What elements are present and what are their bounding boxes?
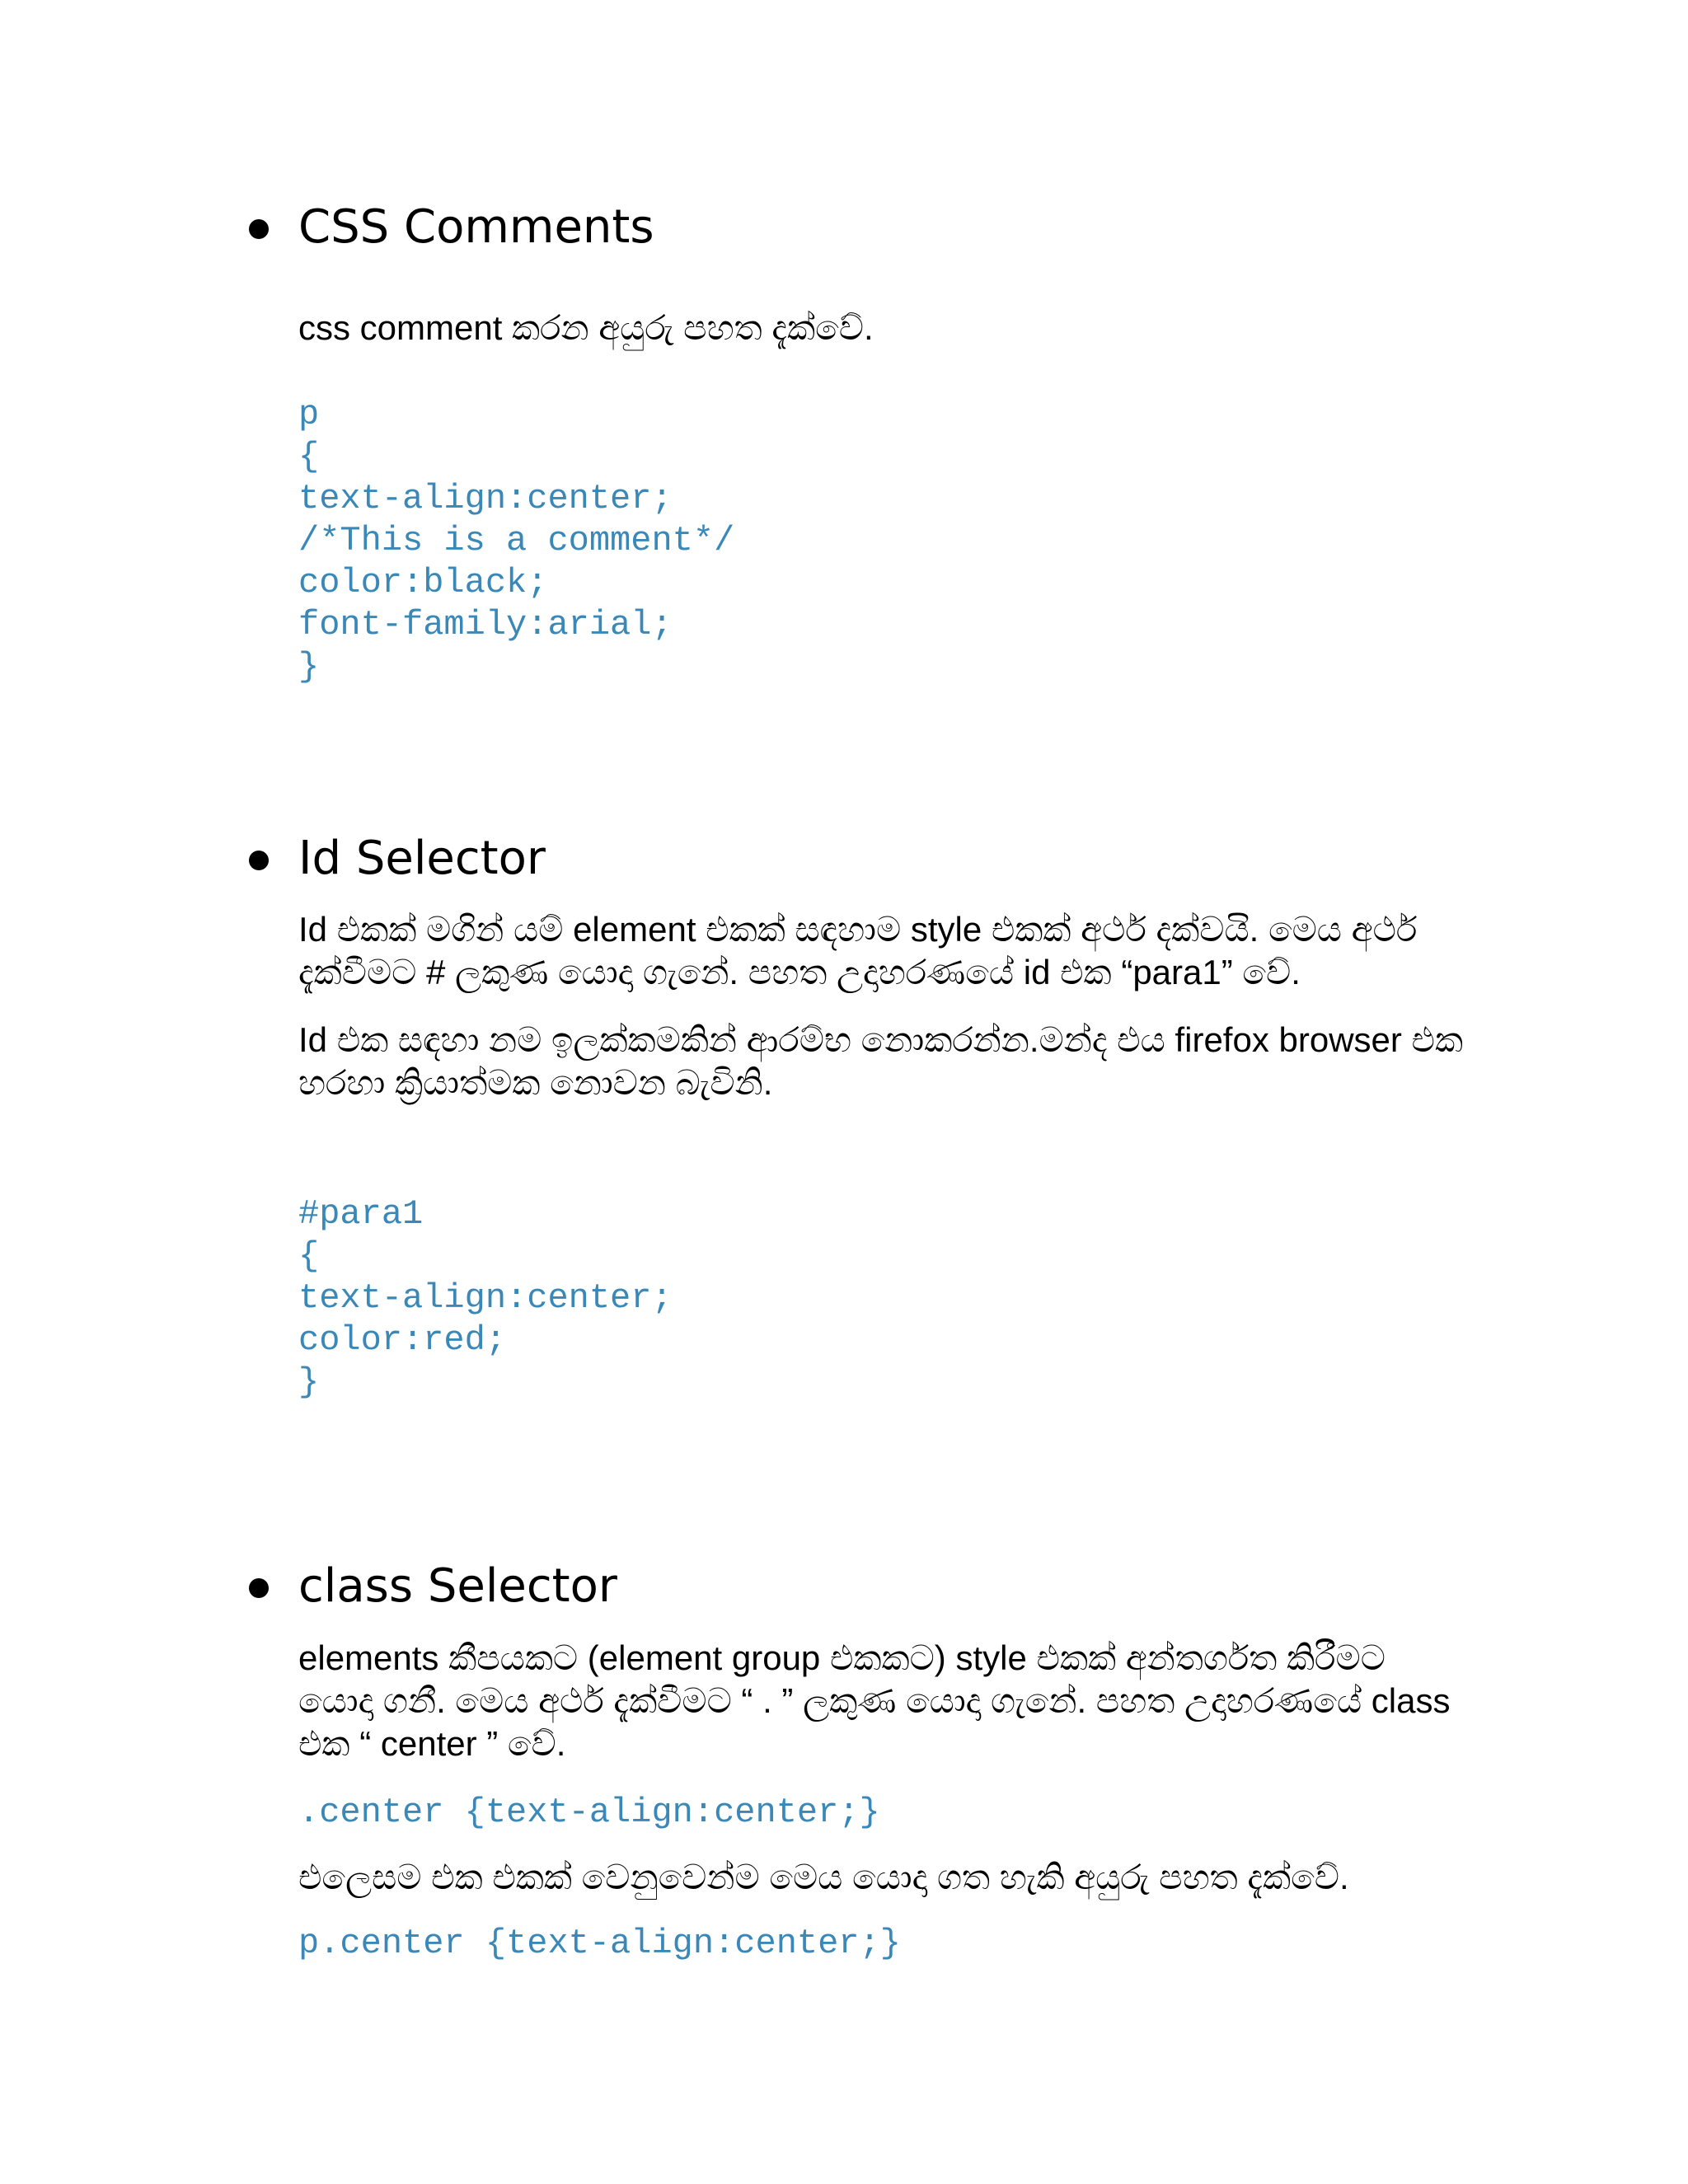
code-line: font-family:arial;	[298, 605, 673, 644]
section-heading-id-selector: Id Selector	[298, 832, 546, 885]
section-paragraph: css comment කරන අයුරු පහත දැක්වේ.	[298, 308, 874, 347]
code-line: {	[298, 1236, 320, 1276]
bullet-icon	[249, 851, 269, 870]
section-paragraph: එලෙසම එක එකක් වෙනුවෙන්ම මෙය යොදා ගත හැකි අයුරු පහත දැක්වේ.	[298, 1858, 1349, 1896]
code-line: #para1	[298, 1194, 424, 1234]
code-line: }	[298, 1362, 320, 1402]
code-line: }	[298, 647, 320, 687]
section-paragraph: Id එකක් මගින් යම් element එකක් සඳහාම style එකක් අර්ථ දක්වයි. මෙය අර්ථ දැක්වීමට # ලකුණ යොදා ගැනේ. පහත උදාහරණයේ id එක “para1” වේ.	[298, 910, 1418, 991]
section-paragraph: elements කීපයකට (element group එකකට) style එකක් අන්තර්ගත කිරීමට යොදා ගනී. මෙය අර්ථ දැක්වීමට “ . ” ලකුණ යොදා ගැනේ. පහත උදාහරණයේ class එක “ center ” වේ.	[298, 1638, 1451, 1763]
code-block	[298, 1193, 673, 1404]
code-line: p.center {text-align:center;}	[298, 1924, 901, 1963]
section-heading-css-comments: CSS Comments	[298, 200, 654, 254]
bullet-icon	[249, 1578, 269, 1598]
section-heading-class-selector: class Selector	[298, 1559, 617, 1613]
code-line: /*This is a comment*/	[298, 521, 735, 560]
code-line: color:black;	[298, 563, 548, 602]
code-block	[298, 394, 734, 688]
section-paragraph: Id එක සඳහා නම ඉලක්කමකින් ආරම්භ නොකරන්න.මන්ද එය firefox browser එක හරහා ක්‍රියාත්මක නොවන බැවිනි.	[298, 1020, 1464, 1102]
code-line: color:red;	[298, 1320, 507, 1360]
bullet-icon	[249, 219, 269, 239]
code-line: text-align:center;	[298, 1278, 673, 1318]
code-line: {	[298, 437, 320, 476]
code-line: .center {text-align:center;}	[298, 1793, 880, 1832]
code-line: p	[298, 395, 320, 434]
code-line: text-align:center;	[298, 479, 673, 518]
